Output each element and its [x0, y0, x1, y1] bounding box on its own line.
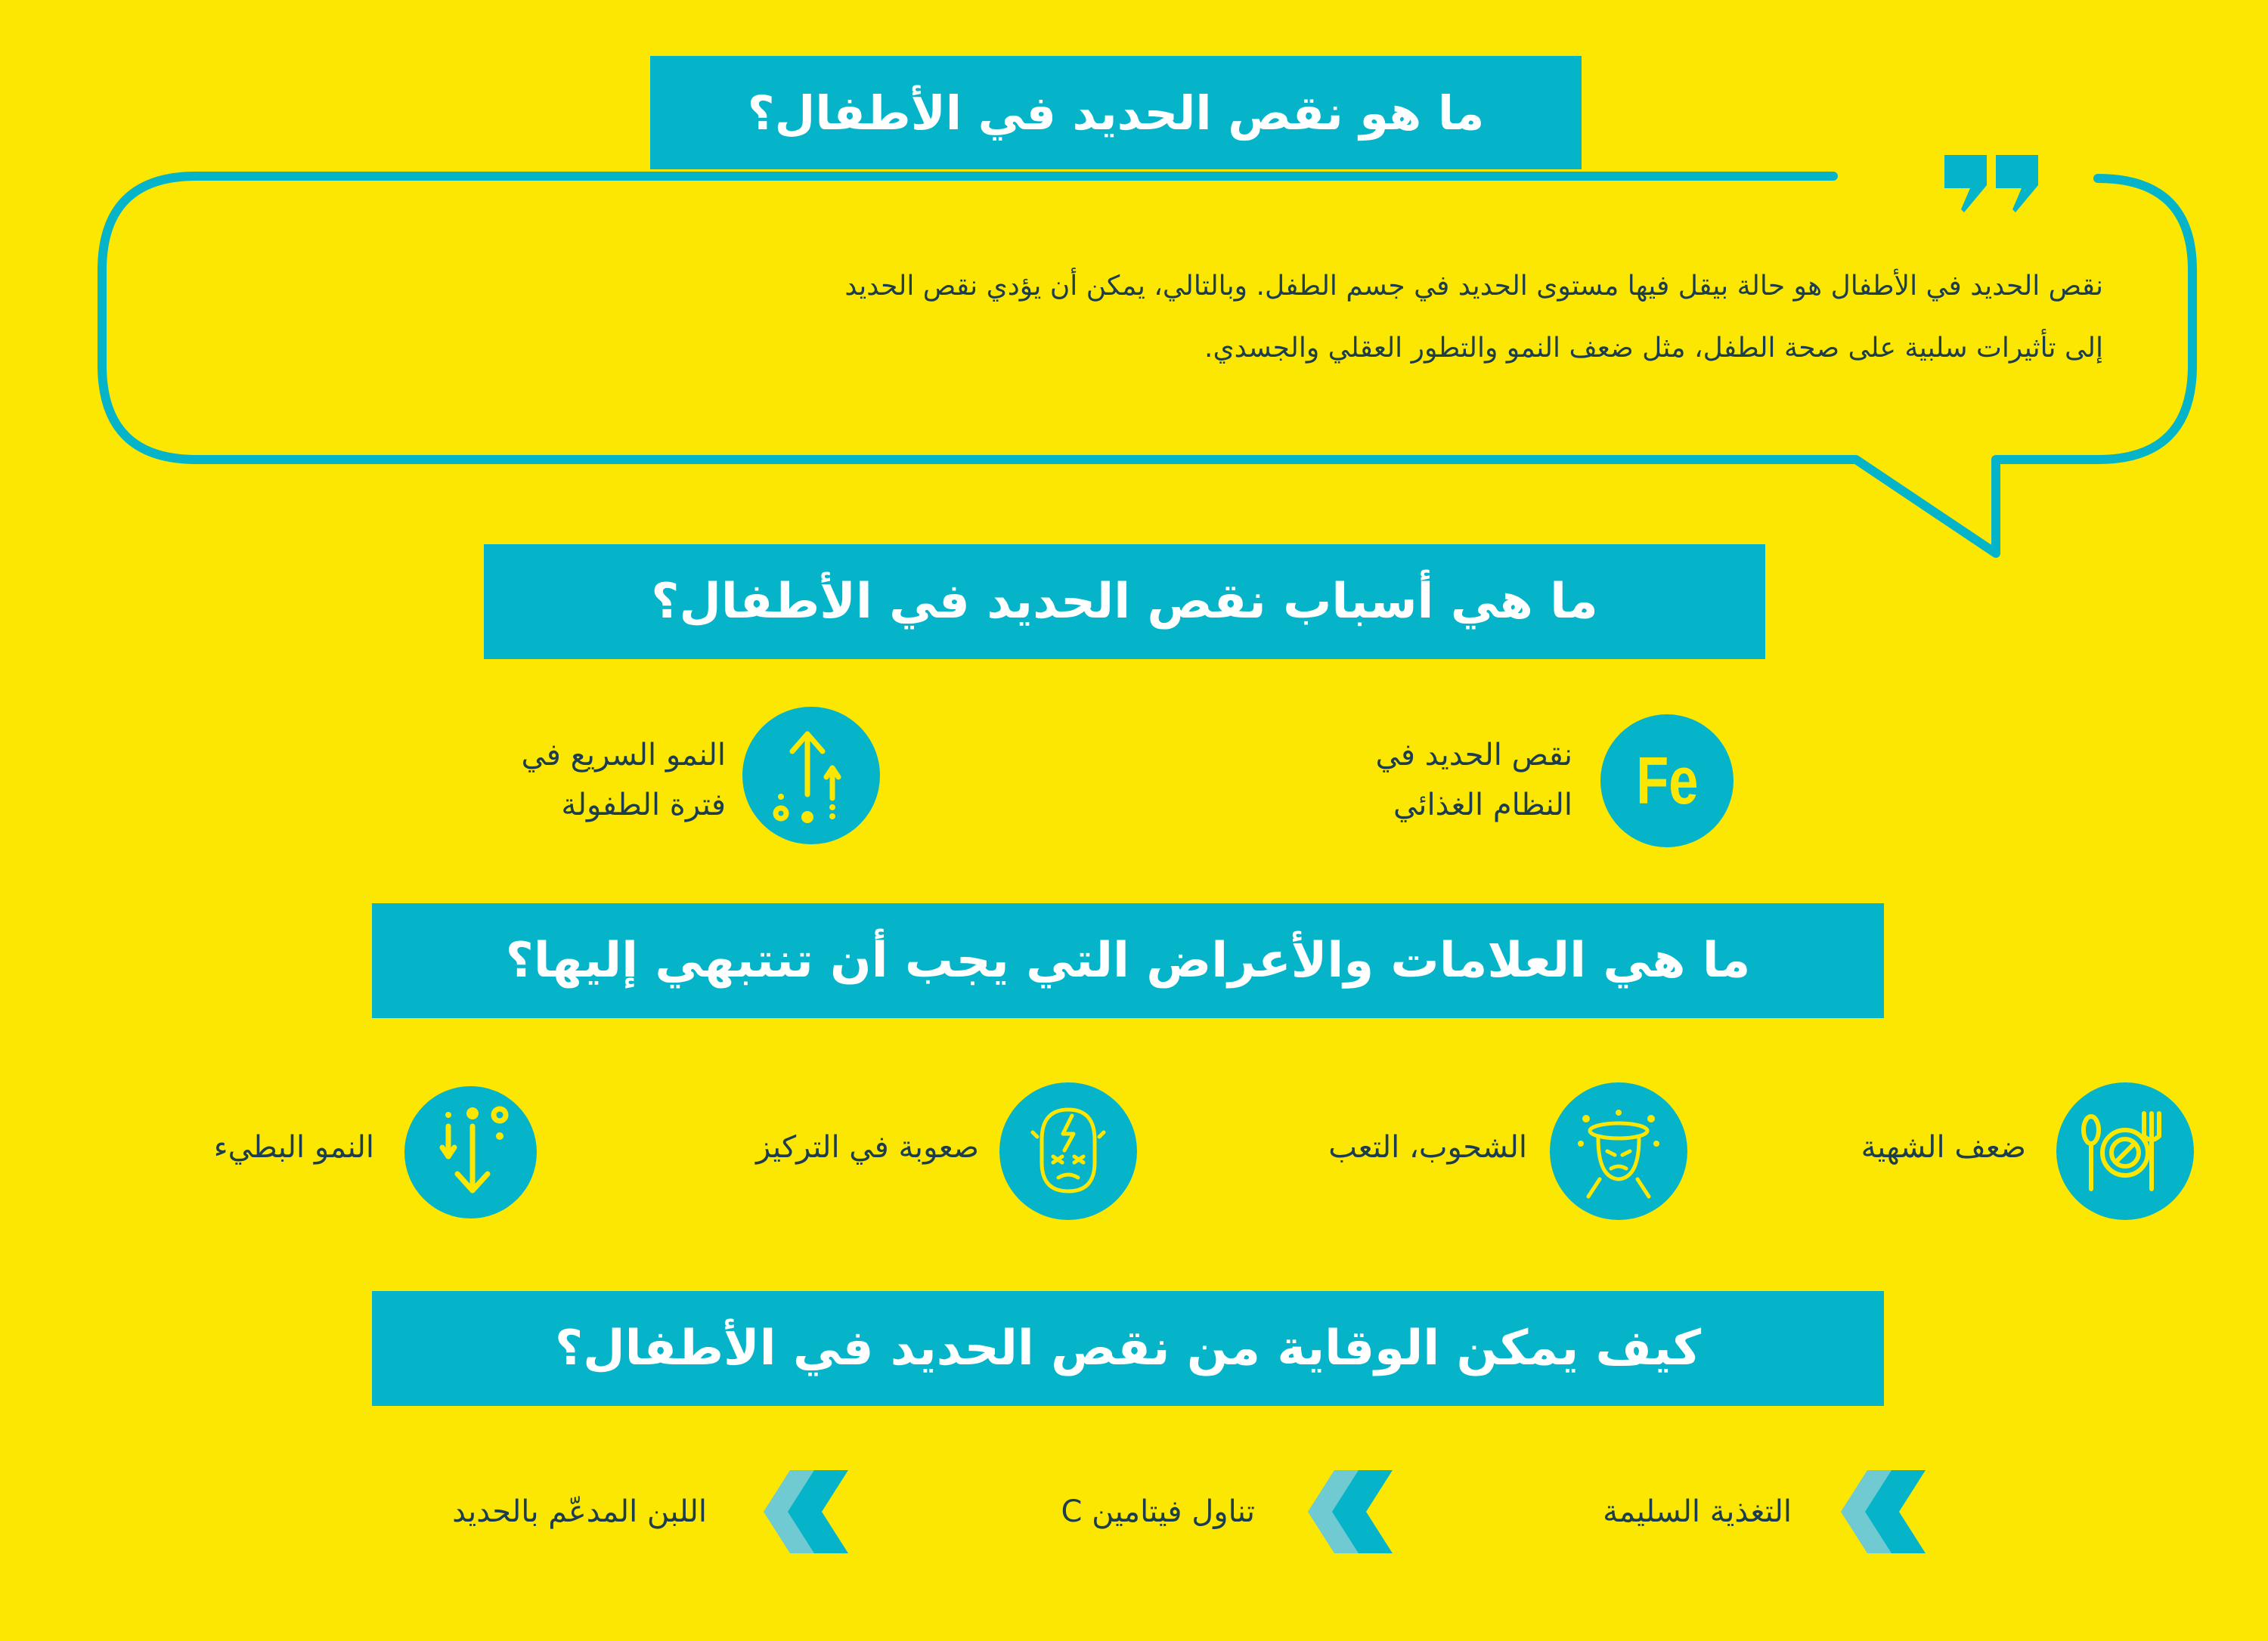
intro-line-1: نقص الحديد في الأطفال هو حالة بيقل فيها مستوى الحديد في جسم الطفل. وبالتالي، يمكن أن يؤدي نقص الحديد [844, 271, 2103, 302]
causes-title-banner [484, 544, 1765, 659]
fe-icon [1600, 714, 1734, 847]
plate-fork-spoon-icon [2056, 1082, 2194, 1220]
cause-iron-diet-label [1210, 730, 1572, 830]
intro-paragraph [204, 255, 2103, 379]
main-title-banner [650, 56, 1582, 169]
causes-title: ما هي أسباب نقص الحديد في الأطفال؟ [651, 574, 1598, 630]
symptoms-title: ما هي العلامات والأعراض التي يجب أن تنتبهي إليها؟ [505, 933, 1751, 989]
cause-rapid-growth-line1: النمو السريع في [521, 738, 726, 773]
prevention-vitamin-c-label: تناول فيتامين C [1061, 1494, 1255, 1529]
symptom-appetite-label: ضعف الشهية [1861, 1130, 2026, 1165]
fe-icon-text: Fe [1635, 743, 1699, 818]
cause-iron-diet-line2: النظام الغذائي [1393, 788, 1572, 822]
symptom-slow-growth-label: النمو البطيء [213, 1130, 374, 1165]
intro-line-2: إلى تأثيرات سلبية على صحة الطفل، مثل ضعف النمو والتطور العقلي والجسدي. [1204, 333, 2103, 364]
growth-up-arrows-icon [742, 707, 880, 844]
prevention-nutrition-label: التغذية السليمة [1603, 1494, 1792, 1529]
symptoms-title-banner [372, 903, 1884, 1018]
prevention-fortified-milk-label: اللبن المدعّم بالحديد [452, 1494, 707, 1529]
symptom-pallor-fatigue-label: الشحوب، التعب [1328, 1130, 1527, 1165]
quote-icon [1944, 155, 2043, 215]
cause-rapid-growth-line2: فترة الطفولة [561, 788, 726, 822]
cause-iron-diet-line1: نقص الحديد في [1375, 738, 1572, 773]
headache-face-icon [999, 1082, 1137, 1220]
slow-growth-down-arrows-icon [404, 1086, 537, 1218]
chevron-left-icon [760, 1470, 850, 1553]
cause-rapid-growth-label [348, 730, 726, 830]
prevention-title: كيف يمكن الوقاية من نقص الحديد في الأطفال؟ [554, 1321, 1702, 1376]
prevention-title-banner [372, 1291, 1884, 1406]
page-title: ما هو نقص الحديد في الأطفال؟ [747, 85, 1485, 141]
chevron-left-icon [1837, 1470, 1928, 1553]
chevron-left-icon [1304, 1470, 1395, 1553]
dizzy-face-icon [1550, 1082, 1687, 1220]
symptom-concentration-label: صعوبة في التركيز [755, 1130, 979, 1165]
